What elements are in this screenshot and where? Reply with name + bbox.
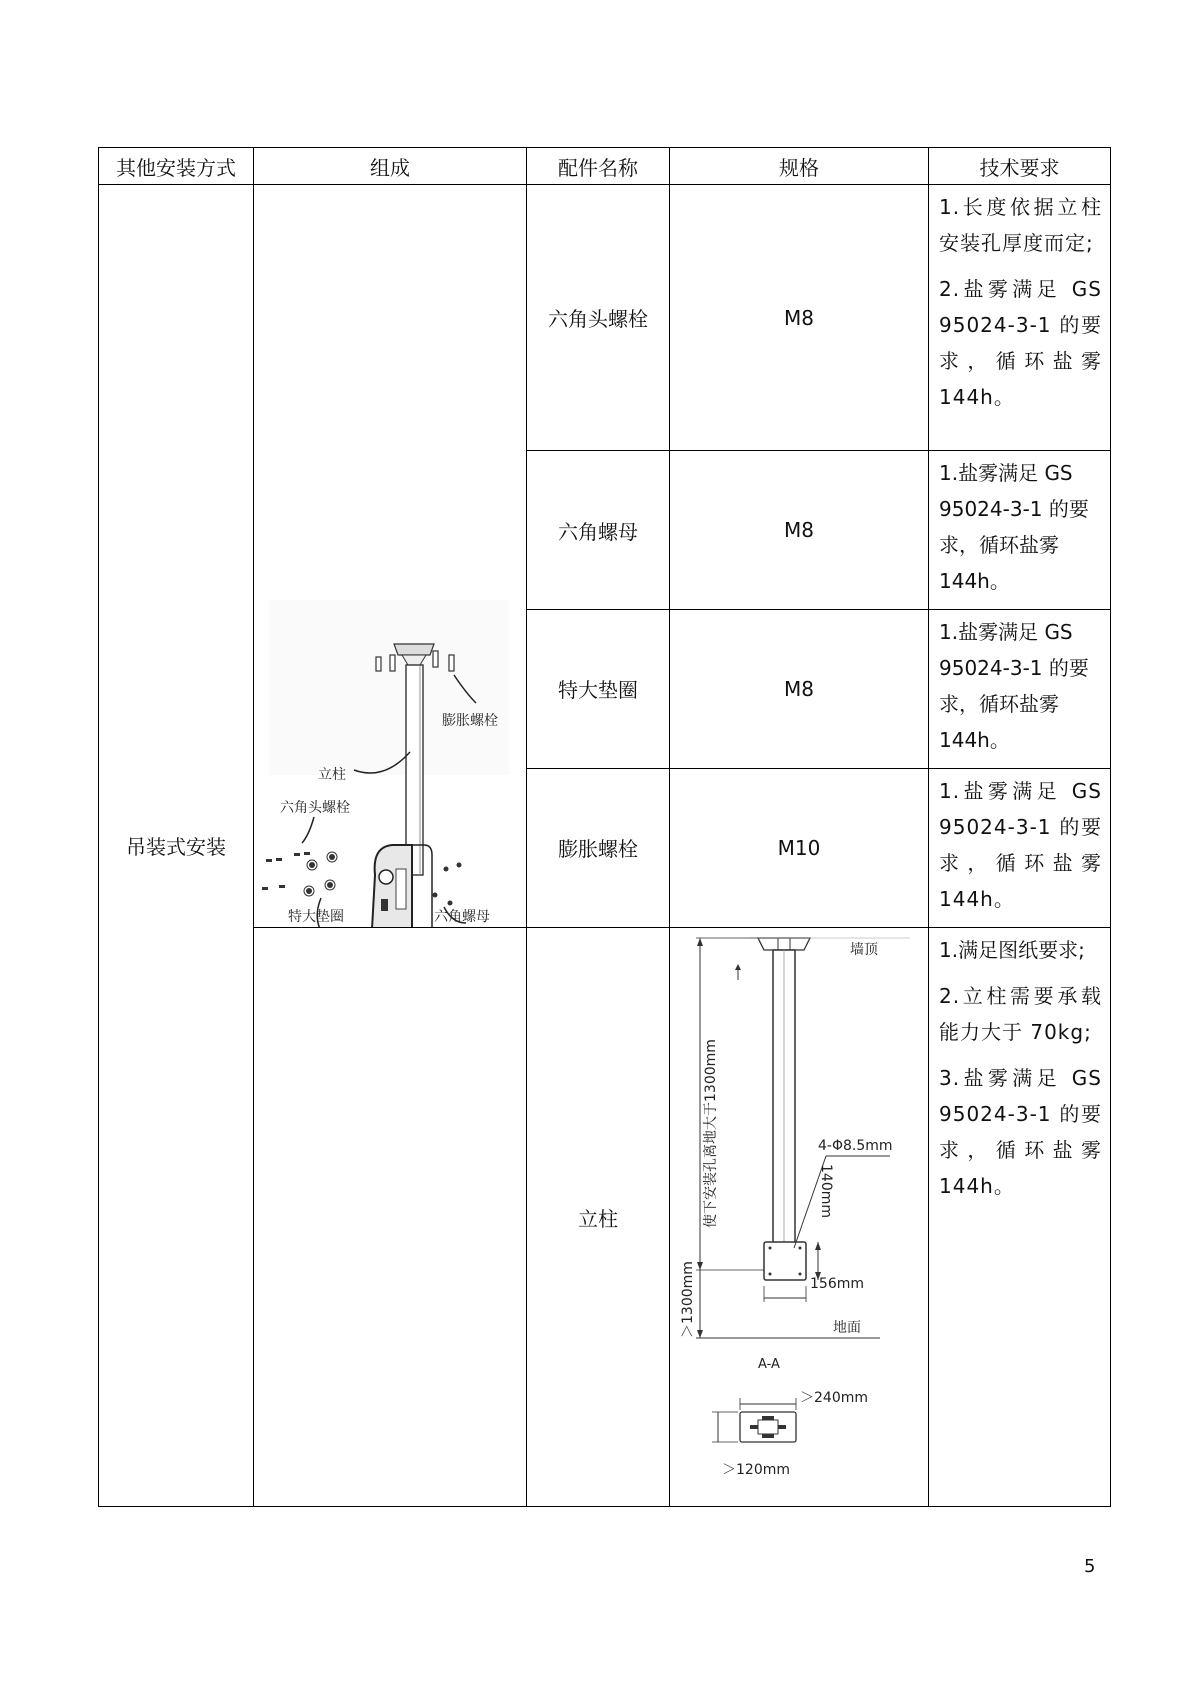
spec-cell: M8 [670, 185, 929, 451]
part-name-cell: 六角螺母 [527, 451, 670, 610]
label-section: A-A [758, 1357, 780, 1372]
label-140mm: 140mm [818, 1164, 834, 1218]
requirement-text: 2.盐雾满足 GS 95024-3-1 的要求，循环盐雾 144h。 [939, 277, 1102, 409]
column-drawing [670, 928, 929, 1506]
requirement-text: 1.盐雾满足 GS 95024-3-1 的要求，循环盐雾 144h。 [939, 461, 1089, 594]
composition-cell [254, 185, 527, 928]
install-method-cell: 吊装式安装 [99, 185, 254, 1507]
table-header-row [99, 148, 1111, 185]
assembly-diagram [254, 185, 527, 927]
label-column: 立柱 [318, 767, 346, 783]
composition-empty-cell [254, 928, 527, 1507]
requirement-text: 1.盐雾满足 GS 95024-3-1 的要求，循环盐雾 144h。 [939, 620, 1089, 752]
requirement-cell [929, 928, 1111, 1507]
label-120mm: ＞120mm [722, 1462, 790, 1478]
part-name-cell: 立柱 [527, 928, 670, 1507]
part-name-cell: 特大垫圈 [527, 610, 670, 769]
label-240mm: ＞240mm [800, 1390, 868, 1406]
label-hex-bolt: 六角头螺栓 [280, 800, 350, 816]
label-ceiling: 墙顶 [850, 942, 878, 958]
header-install-method: 其他安装方式 [99, 148, 254, 185]
requirement-cell [929, 451, 1111, 610]
header-part-name: 配件名称 [527, 148, 670, 185]
table-row [99, 185, 1111, 451]
label-hex-nut: 六角螺母 [434, 909, 490, 925]
label-expansion-bolt: 膨胀螺栓 [442, 713, 498, 729]
header-composition: 组成 [254, 148, 527, 185]
column-drawing-cell [670, 928, 929, 1507]
header-spec: 规格 [670, 148, 929, 185]
label-washer: 特大垫圈 [288, 909, 344, 925]
label-hole-spec: 4-Φ8.5mm [818, 1138, 893, 1154]
spec-cell: M8 [670, 451, 929, 610]
requirement-text: 3.盐雾满足 GS 95024-3-1 的要求，循环盐雾 144h。 [939, 1066, 1102, 1198]
label-ground: 地面 [833, 1320, 861, 1336]
spec-cell: M10 [670, 768, 929, 927]
requirement-text: 1.长度依据立柱安装孔厚度而定; [939, 195, 1102, 255]
requirement-text: 1.盐雾满足 GS 95024-3-1 的要求，循环盐雾 144h。 [939, 778, 1102, 911]
header-tech-req: 技术要求 [929, 148, 1111, 185]
requirement-cell [929, 185, 1111, 451]
page-number: 5 [1084, 1556, 1096, 1577]
requirement-cell [929, 768, 1111, 927]
requirement-text: 2.立柱需要承载能力大于 70kg; [939, 984, 1102, 1044]
part-name-cell: 膨胀螺栓 [527, 768, 670, 927]
installation-spec-table [98, 147, 1111, 1507]
requirement-cell [929, 610, 1111, 769]
label-156mm: 156mm [810, 1276, 864, 1292]
label-vertical-dim: 使下安装孔离地大于1300mm [703, 1039, 719, 1228]
spec-cell: M8 [670, 610, 929, 769]
part-name-cell: 六角头螺栓 [527, 185, 670, 451]
label-ground-dim: ＞1300mm [680, 1261, 696, 1338]
requirement-text: 1.满足图纸要求; [939, 938, 1085, 962]
